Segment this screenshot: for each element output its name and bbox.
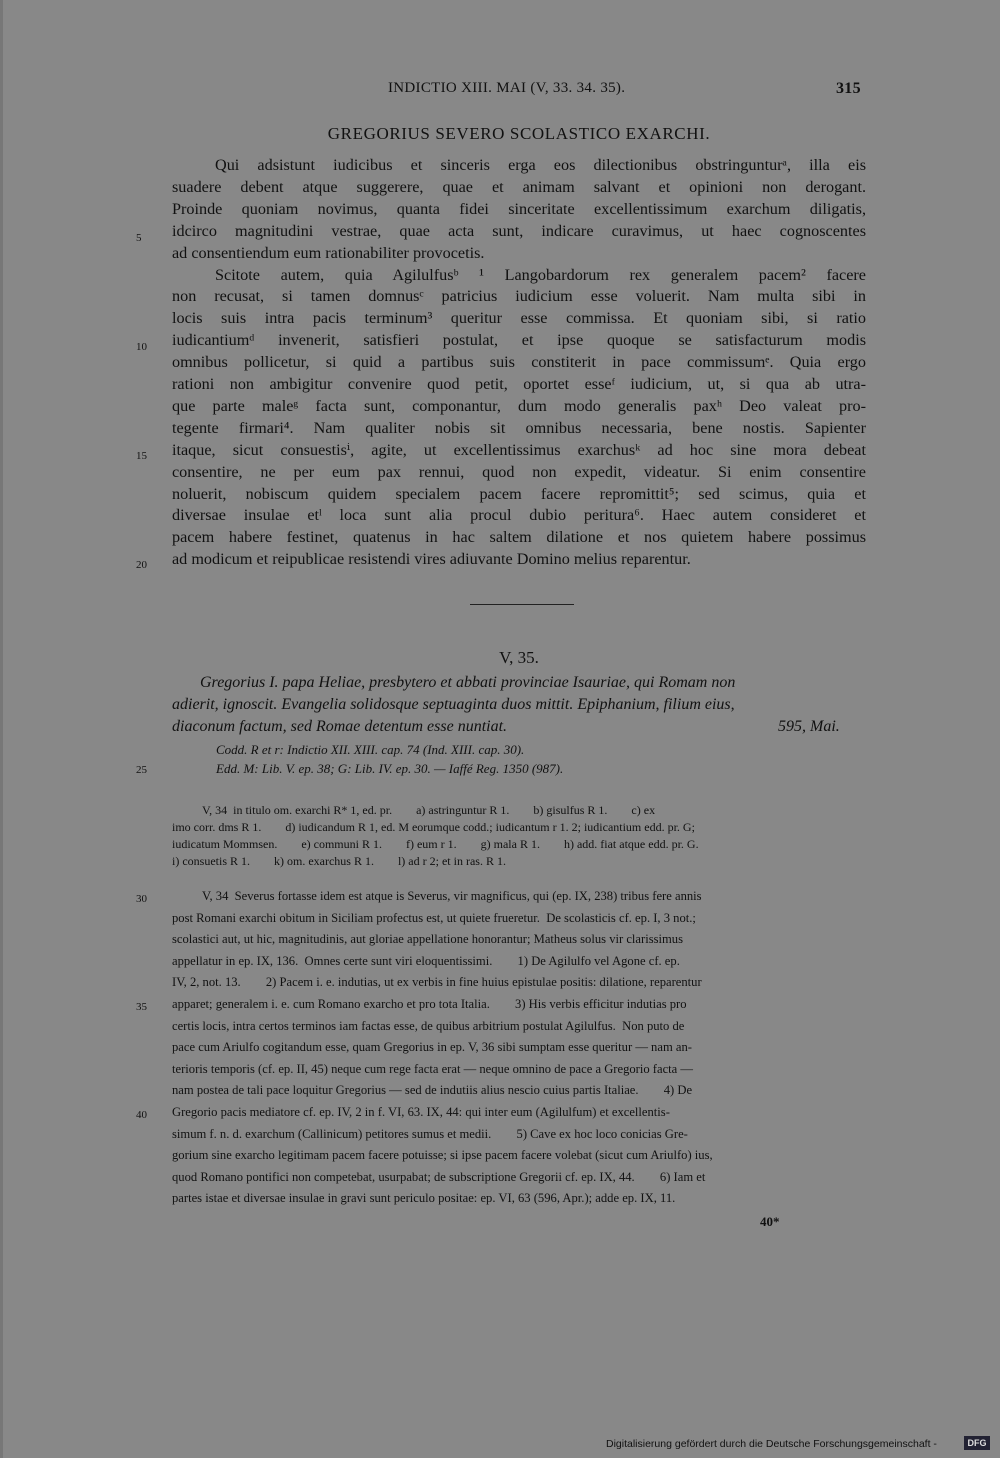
letter-line: ad modicum et reipublicae resistendi vires adiuvante Domino melius reparentur. [172,550,691,569]
note-line: terioris temporis (cf. ep. II, 45) neque cum rege facta erat — neque omnino de pace a Gregorio facta — [172,1061,694,1076]
apparatus-line: V, 34 in titulo om. exarchi R* 1, ed. pr. a) astringuntur R 1. b) gisulfus R 1. c) ex [202,803,656,817]
note-line: V, 34 Severus fortasse idem est atque is Severus, vir magnificus, qui (ep. IX, 238) tribus fere annis [202,889,702,903]
letter-line: Proinde quoniam novimus, quanta fidei sinceritate excellentissimum exarchum diligatis, [172,199,866,218]
note-line: certis locis, intra certos terminos iam factas esse, de quibus arbitrium postulat Agilulfus. Non puto de [172,1018,685,1033]
note-line: partes istae et diversae insulae in gravi sunt periculo positae: ep. VI, 63 (596, Apr.); adde ep. IX, 11. [172,1191,676,1206]
apparatus-line: iudicatum Mommsen. e) communi R 1. f) eum r 1. g) mala R 1. h) add. fiat atque edd. pr. G. [172,837,699,851]
editions-line: Edd. M: Lib. V. ep. 38; G: Lib. IV. ep. 30. — Iaffé Reg. 1350 (987). [216,761,564,776]
line-number: 30 [136,893,147,905]
letter-line: omnibus pollicetur, si quid a partibus suis constiterit in pace commissumᵉ. Quia ergo [172,353,866,372]
line-number: 5 [136,232,142,244]
note-line: apparet; generalem i. e. cum Romano exarcho et pro tota Italia. 3) His verbis efficitur indutias pro [172,997,687,1011]
digitization-credit: Digitalisierung gefördert durch die Deutsche Forschungsgemeinschaft - [606,1438,937,1450]
letter-line: suadere debent atque suggerere, quae et animam salvant et opinioni non derogant. [172,177,866,196]
letter-line: Scitote autem, quia Agilulfusᵇ ¹ Langobardorum rex generalem pacem² facere [215,265,866,284]
note-line: pace cum Ariulfo cogitandum esse, quam Gregorius in ep. V, 36 sibi sumptam esse queritur — nam an- [172,1040,692,1055]
note-line: scolastici aut, ut hic, magnitudinis, aut gloriae appellatione honorantur; Matheus solus vir clarissimus [172,932,683,947]
letter-line: rationi non ambigitur convenire quod petit, oportet esseᶠ iudicium, ut, si qua ab utra- [172,375,866,393]
signature-mark: 40* [760,1214,780,1229]
letter-line: ad consentiendum eum rationabiliter provocetis. [172,243,485,262]
scan-edge [0,0,3,1458]
line-number: 10 [136,341,147,353]
summary-line: adierit, ignoscit. Evangelia solidosque septuaginta duos mittit. Epiphanium, filium eius, [172,696,735,713]
note-line: simum f. n. d. exarchum (Callinicum) petitores sumus et medii. 5) Cave ex hoc loco conicias Gre- [172,1126,688,1141]
letter-line: idcirco magnitudini vestrae, quae acta sunt, indicare curavimus, ut haec cognoscentes [172,221,866,240]
line-number: 15 [136,450,147,462]
letter-line: que parte maleᵍ facta sunt, componantur, dum modo generalis paxʰ Deo valeat pro- [172,396,866,415]
apparatus-line: i) consuetis R 1. k) om. exarchus R 1. l) ad r 2; et in ras. R 1. [172,854,506,868]
note-line: appellatur in ep. IX, 136. Omnes certe sunt viri eloquentissimi. 1) De Agilulfo vel Agone cf. ep. [172,953,680,968]
codices-line: Codd. R et r: Indictio XII. XIII. cap. 74 (Ind. XIII. cap. 30). [216,742,525,757]
letter-line: Qui adsistunt iudicibus et sinceris erga eos dilectionibus obstringunturᵃ, illa eis [215,156,866,174]
letter-line: tegente firmari⁴. Nam qualiter nobis sit omnibus necessaria, bene nostis. Sapienter [172,418,866,437]
dfg-logo: DFG [964,1436,990,1450]
section-separator [470,604,574,605]
letter-line: iudicantiumᵈ invenerit, satisfieri postulat, et ipse quoque se satisfacturum modis [172,331,866,350]
letter-line: non recusat, si tamen domnusᶜ patricius iudicium esse voluerit. Nam multa sibi in [172,287,866,306]
page-number: 315 [836,80,861,97]
letter-number: V, 35. [499,648,539,667]
letter-line: consentire, ne per eum pax rennui, quod non expedit, videatur. Si enim consentire [172,462,866,481]
line-number: 20 [136,559,147,571]
summary-line: diaconum factum, sed Romae detentum esse nuntiat. [172,718,508,735]
note-line: IV, 2, not. 13. 2) Pacem i. e. indutias, ut ex verbis in fine huius epistulae positis: dilatione, reparentur [172,975,702,990]
line-number: 25 [136,764,147,776]
note-line: Gregorio pacis mediatore cf. ep. IV, 2 in f. VI, 63. IX, 44: qui inter eum (Agilulfum) et excellentis- [172,1105,670,1119]
letter-line: diversae insulae etˡ loca sunt alia procul dubio peritura⁶. Haec autem consideret et [172,506,866,525]
letter-line: locis suis intra pacis terminum³ queritur esse commissa. Et quoniam sibi, si ratio [172,309,866,328]
letter-line: pacem habere festinet, quatenus in hac saltem dilatione et nos quietem habere possimus [172,528,866,547]
line-number: 35 [136,1001,147,1013]
letter-line: itaque, sicut consuestisⁱ, agite, ut excellentissimus exarchusᵏ ad hoc sine mora debeat [172,440,866,459]
letter-date: 595, Mai. [778,718,840,735]
letter-line: noluerit, nobiscum quidem specialem pacem facere repromittit⁵; sed scimus, quia et [172,484,866,503]
line-number: 40 [136,1109,147,1121]
note-line: quod Romano pontifici non competebat, usurpabat; de subscriptione Gregorii cf. ep. IX, 44. 6) Iam et [172,1169,706,1184]
summary-line: Gregorius I. papa Heliae, presbytero et abbati provinciae Isauriae, qui Romam non [200,674,736,691]
apparatus-line: imo corr. dms R 1. d) iudicandum R 1, ed. M eorumque codd.; iudicantum r 1. 2; iudicantium edd. pr. G; [172,820,695,834]
running-title: INDICTIO XIII. MAI (V, 33. 34. 35). [388,80,626,96]
note-line: post Romani exarchi obitum in Siciliam profectus est, ut quiete frueretur. De scolasticis cf. ep. I, 3 not.; [172,910,696,925]
note-line: nam postea de tali pace loquitur Gregorius — sed de indutiis alius nescio cuius partis Italiae. 4) De [172,1083,693,1098]
note-line: gorium sine exarcho legitimam pacem facere potuisse; si ipse pacem facere volebat (sicut cum Ariulfo) ius, [172,1148,713,1163]
letter-title: GREGORIUS SEVERO SCOLASTICO EXARCHI. [327,124,711,143]
